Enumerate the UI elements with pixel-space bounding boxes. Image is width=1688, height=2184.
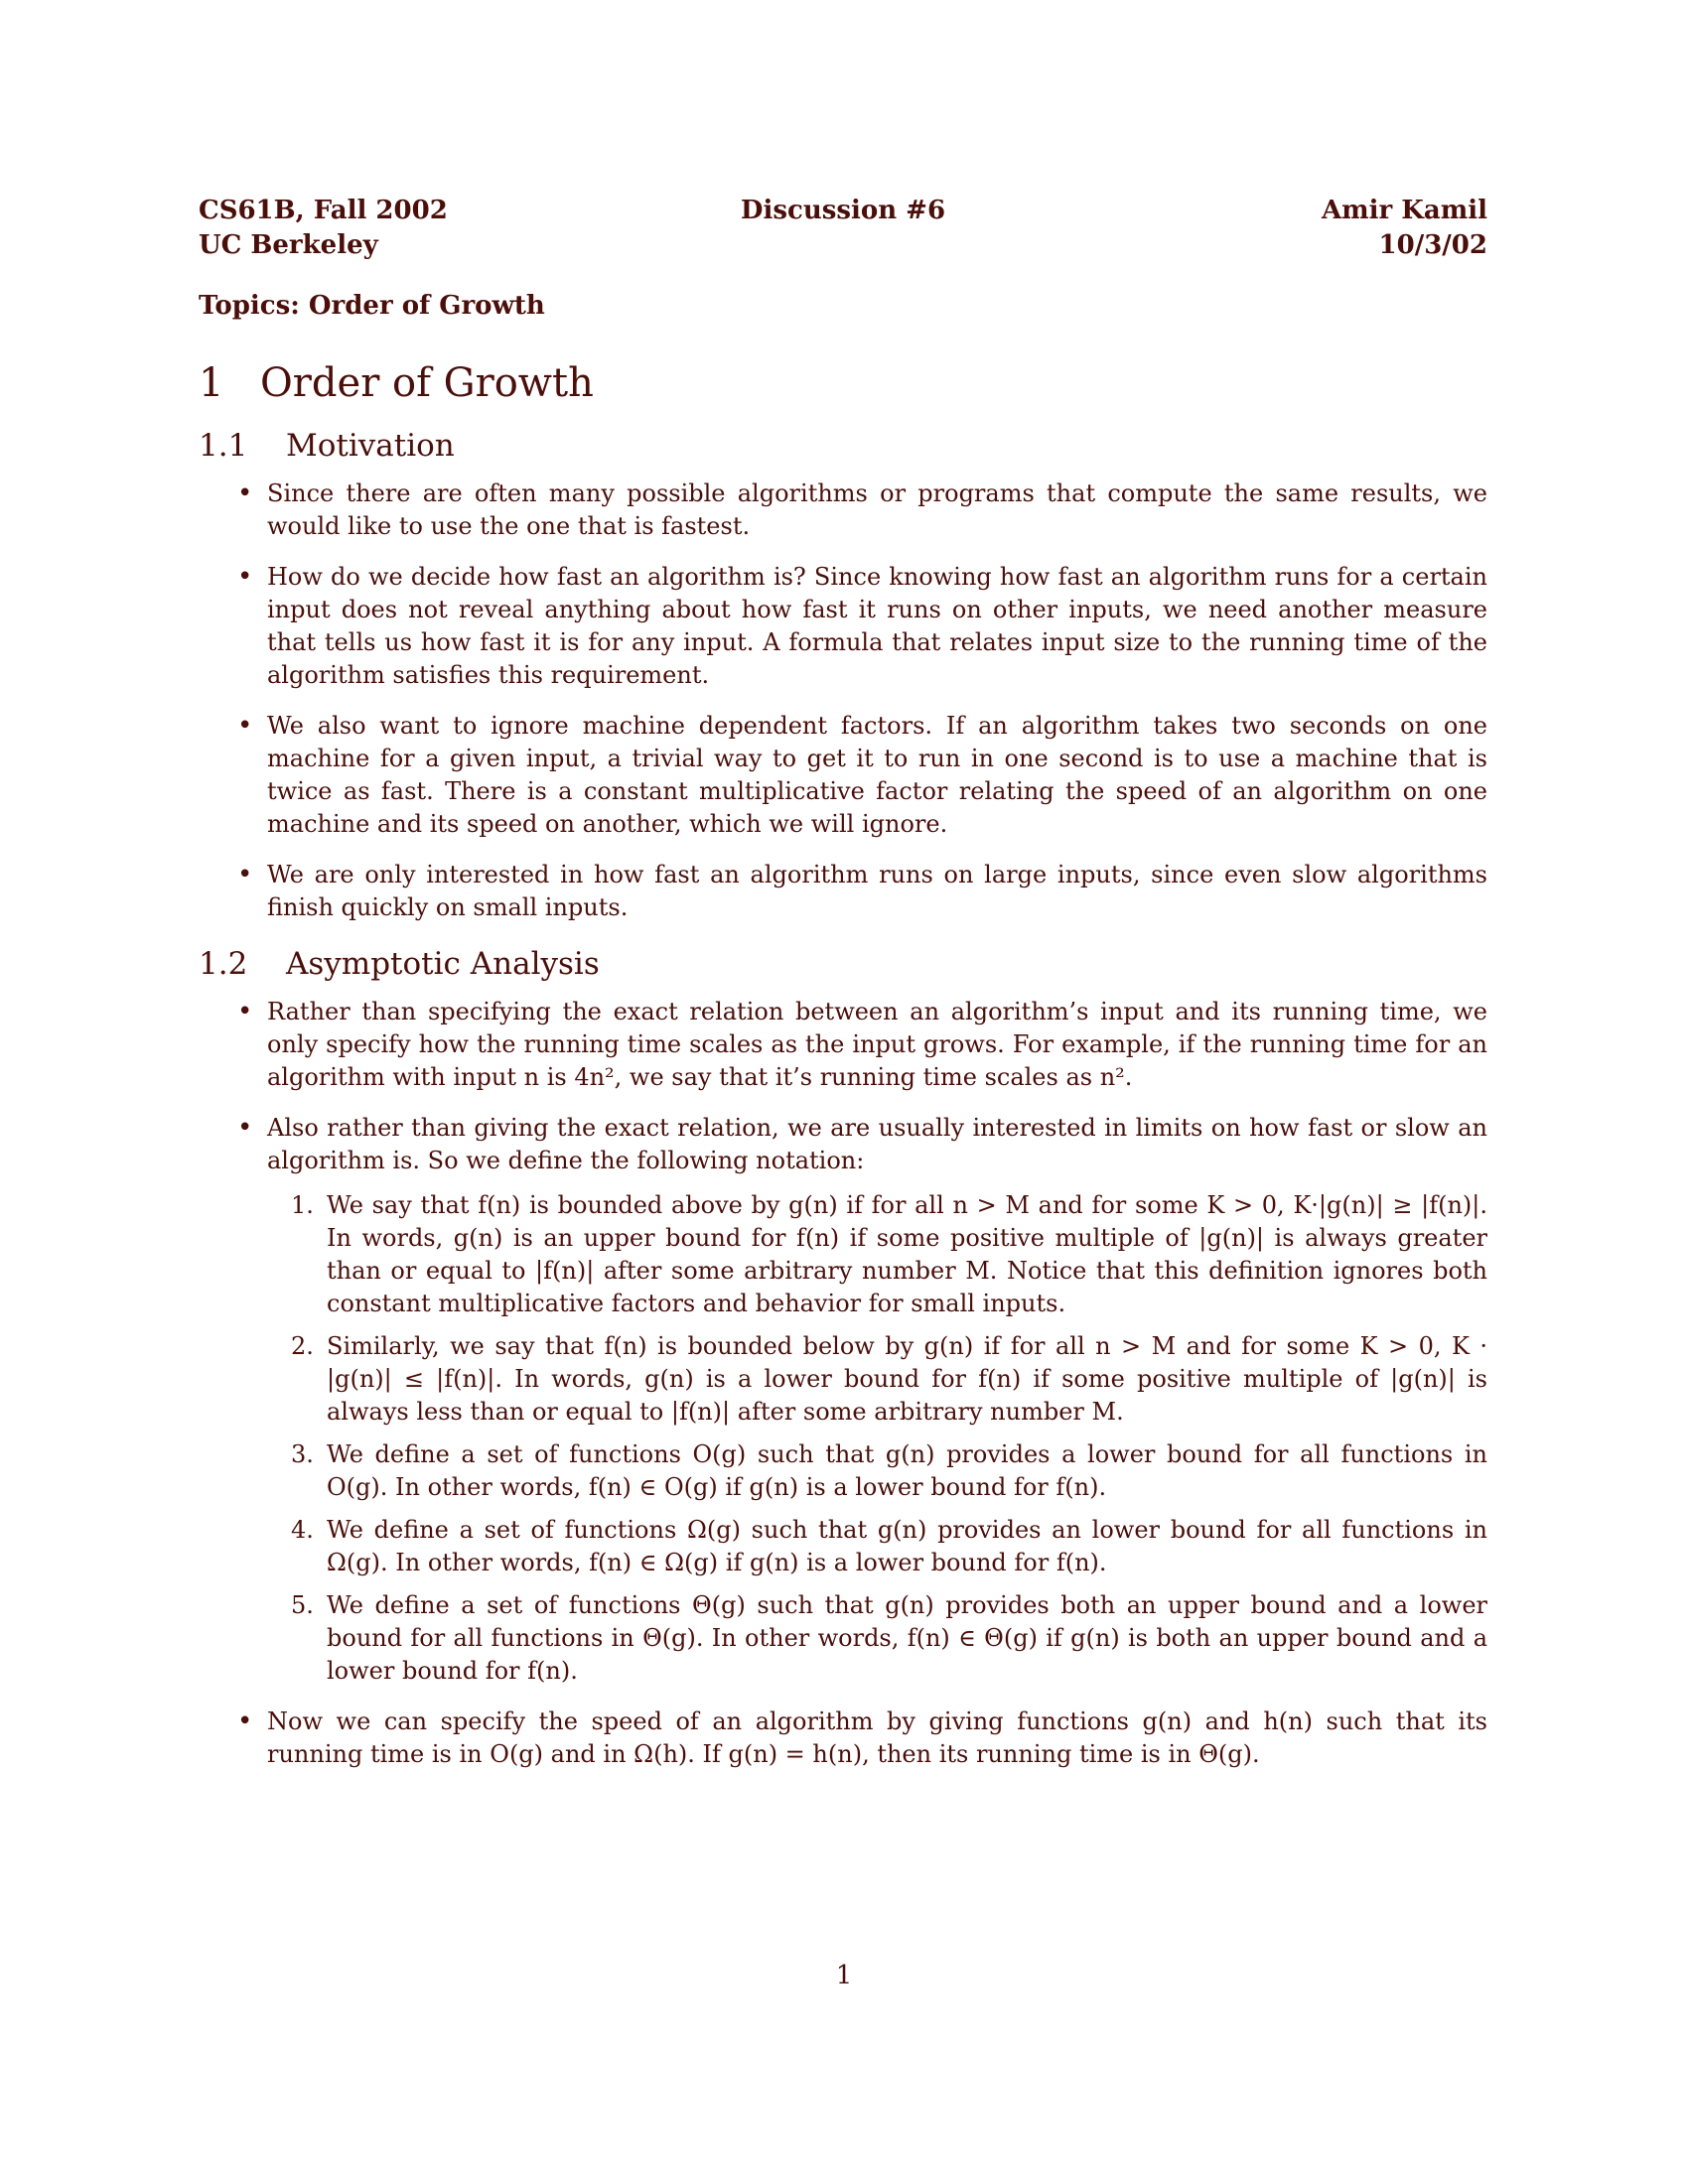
- subsection-number: 1.1: [199, 428, 248, 464]
- course-label: CS61B, Fall 2002: [199, 196, 448, 225]
- list-item: • Rather than specifying the exact relation between an algorithm’s input and its running time, we only specify how the running time scales as the input grows. For example, if the running time for an algorithm with input n is 4n², we say that it’s running time scales as n².: [267, 996, 1487, 1094]
- subsection-heading-asymptotic: [199, 946, 1487, 982]
- school-label: UC Berkeley: [199, 230, 378, 260]
- section-heading: [199, 360, 1487, 406]
- list-item: • Now we can specify the speed of an algorithm by giving functions g(n) and h(n) such that its running time is in O(g) and in Ω(h). If g(n) = h(n), then its running time is in Θ(g).: [267, 1706, 1487, 1771]
- definition-number: 5.: [291, 1591, 314, 1619]
- list-item: • Since there are often many possible algorithms or programs that compute the same results, we would like to use the one that is fastest.: [267, 478, 1487, 543]
- list-item: • We are only interested in how fast an algorithm runs on large inputs, since even slow algorithms finish quickly on small inputs.: [267, 859, 1487, 924]
- asymptotic-list: [199, 996, 1487, 1771]
- definition-number: 1.: [291, 1191, 314, 1219]
- header-right: [1062, 194, 1487, 263]
- document-header: [199, 194, 1487, 263]
- list-item-text: Also rather than giving the exact relation, we are usually interested in limits on how fast or slow an algorithm is. So we define the following notation:: [267, 1114, 1487, 1174]
- section-title: Order of Growth: [260, 360, 594, 406]
- definitions-list: [267, 1189, 1487, 1688]
- list-item: • How do we decide how fast an algorithm is? Since knowing how fast an algorithm runs for a certain input does not reveal anything about how fast it runs on other inputs, we need another measure that tells us how fast it is for any input. A formula that relates input size to the running time of the algorithm satisfies this requirement.: [267, 561, 1487, 692]
- header-left: [199, 194, 624, 263]
- page-number: 1: [835, 1961, 853, 1990]
- topics-line: Topics: Order of Growth: [199, 291, 545, 321]
- subsection-title: Asymptotic Analysis: [286, 946, 600, 982]
- subsection-number: 1.2: [199, 946, 248, 982]
- definition-text: We define a set of functions Ω(g) such that g(n) provides an lower bound for all functions in Ω(g). In other words, f(n) ∈ Ω(g) if g(n) is a lower bound for f(n).: [327, 1516, 1487, 1576]
- definition-item: [291, 1189, 1487, 1320]
- author-label: Amir Kamil: [1321, 196, 1487, 225]
- list-item-with-definitions: [267, 1112, 1487, 1688]
- subsection-title: Motivation: [286, 428, 455, 464]
- definition-number: 4.: [291, 1516, 314, 1544]
- definition-item: [291, 1330, 1487, 1429]
- motivation-list: [199, 478, 1487, 924]
- definition-text: Similarly, we say that f(n) is bounded below by g(n) if for all n > M and for some K > 0, K · |g(n)| ≤ |f(n)|. In words, g(n) is a lower bound for f(n) if some positive multiple of |g(n)| is always less than or equal to |f(n)| after some arbitrary number M.: [327, 1332, 1487, 1426]
- definition-item: [291, 1438, 1487, 1504]
- definition-item: [291, 1514, 1487, 1579]
- header-center: [631, 194, 1055, 263]
- definition-number: 3.: [291, 1440, 314, 1468]
- definition-item: [291, 1589, 1487, 1688]
- definition-text: We define a set of functions O(g) such that g(n) provides a lower bound for all functions in O(g). In other words, f(n) ∈ O(g) if g(n) is a lower bound for f(n).: [327, 1440, 1487, 1501]
- list-item: • We also want to ignore machine dependent factors. If an algorithm takes two seconds on one machine for a given input, a trivial way to get it to run in one second is to use a machine that is twice as fast. There is a constant multiplicative factor relating the speed of an algorithm on one machine and its speed on another, which we will ignore.: [267, 710, 1487, 841]
- discussion-label: Discussion #6: [740, 196, 946, 225]
- date-label: 10/3/02: [1378, 230, 1487, 260]
- definition-number: 2.: [291, 1332, 314, 1360]
- document-page: [199, 194, 1487, 1789]
- section-number: 1: [199, 360, 224, 406]
- definition-text: We say that f(n) is bounded above by g(n) if for all n > M and for some K > 0, K·|g(n)| ≥ |f(n)|. In words, g(n) is an upper bound for f(n) if some positive multiple of |g(n)| is always greater than or equal to |f(n)| after some arbitrary number M. Notice that this definition ignores both constant multiplicative factors and behavior for small inputs.: [327, 1191, 1487, 1317]
- definition-text: We define a set of functions Θ(g) such that g(n) provides both an upper bound and a lower bound for all functions in Θ(g). In other words, f(n) ∈ Θ(g) if g(n) is both an upper bound and a lower bound for f(n).: [327, 1591, 1487, 1685]
- subsection-heading-motivation: [199, 428, 1487, 464]
